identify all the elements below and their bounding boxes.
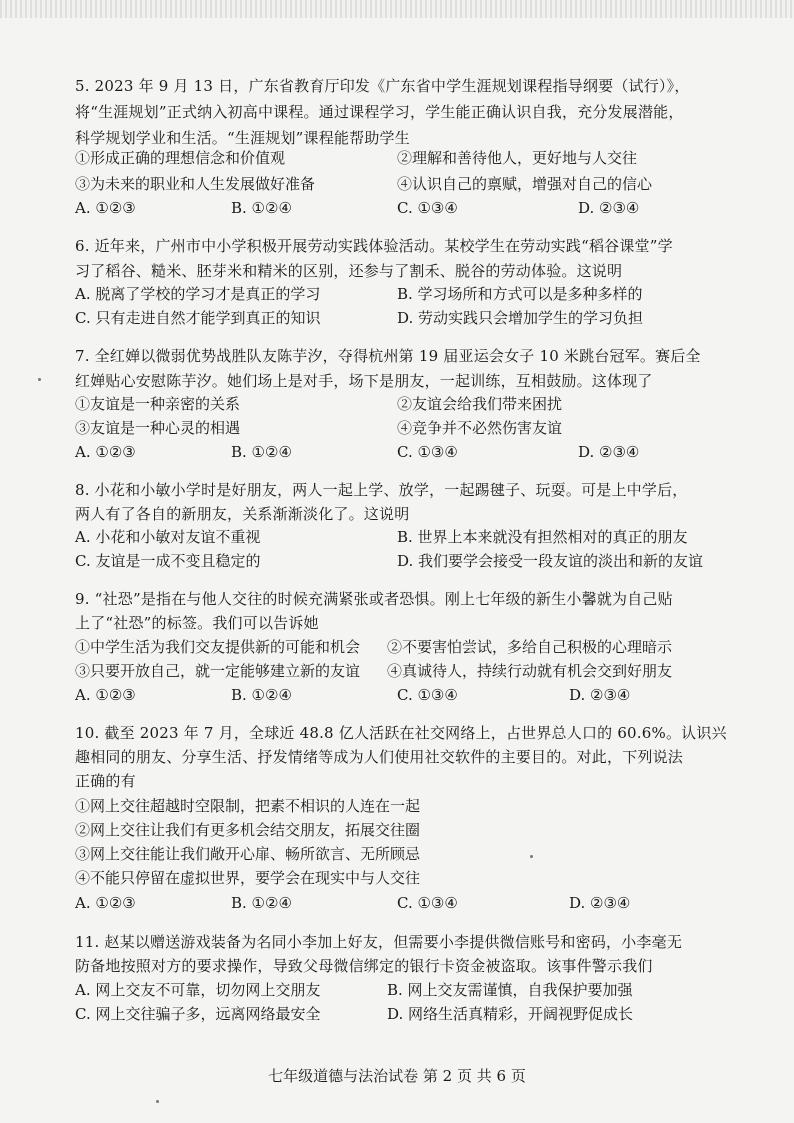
q9-stem-line-2: 上了“社恐”的标签。我们可以告诉她 <box>75 614 319 632</box>
q10-statement-2: ②网上交往让我们有更多机会结交朋友，拓展交往圈 <box>75 821 421 839</box>
q10-option-a: A. ①②③ <box>75 894 136 912</box>
q9-option-d: D. ②③④ <box>569 686 631 704</box>
q8-stem-line-2: 两人有了各自的新朋友，关系渐渐淡化了。这说明 <box>75 505 410 523</box>
q9-option-a: A. ①②③ <box>75 686 136 704</box>
q11-option-b: B. 网上交友需谨慎，自我保护要加强 <box>387 981 633 999</box>
q10-option-c: C. ①③④ <box>397 894 458 912</box>
scan-speck <box>38 378 41 381</box>
q5-stem-line-3: 科学规划学业和生活。“生涯规划”课程能帮助学生 <box>75 129 410 147</box>
q7-option-d: D. ②③④ <box>578 443 640 461</box>
q10-stem-line-2: 趣相同的朋友、分享生活、抒发情绪等成为人们使用社交软件的主要目的。对此，下列说法 <box>75 748 684 766</box>
q6-stem-line-1: 6. 近年来，广州市中小学积极开展劳动实践体验活动。某校学生在劳动实践“稻谷课堂”学 <box>75 237 673 255</box>
q7-statement-3: ③友谊是一种心灵的相遇 <box>75 419 241 437</box>
q10-option-d: D. ②③④ <box>569 894 631 912</box>
q11-option-a: A. 网上交友不可靠，切勿网上交朋友 <box>75 981 321 999</box>
q10-option-b: B. ①②④ <box>231 894 292 912</box>
q8-option-c: C. 友谊是一成不变且稳定的 <box>75 552 261 570</box>
q10-stem-line-3: 正确的有 <box>75 772 136 790</box>
q10-statement-3: ③网上交往能让我们敞开心扉、畅所欲言、无所顾忌 <box>75 845 421 863</box>
q5-statement-4: ④认识自己的禀赋，增强对自己的信心 <box>397 175 653 193</box>
q7-option-c: C. ①③④ <box>397 443 458 461</box>
q7-statement-2: ②友谊会给我们带来困扰 <box>397 395 563 413</box>
q5-stem-line-1: 5. 2023 年 9 月 13 日，广东省教育厅印发《广东省中学生涯规划课程指导纲要（试行）》， <box>75 77 690 95</box>
q10-statement-4: ④不能只停留在虚拟世界，要学会在现实中与人交往 <box>75 869 421 887</box>
q9-statement-3: ③只要开放自己，就一定能够建立新的友谊 <box>75 662 361 680</box>
q5-option-b: B. ①②④ <box>231 199 292 217</box>
scan-speck <box>530 855 533 858</box>
q11-option-d: D. 网络生活真精彩，开阔视野促成长 <box>387 1005 634 1023</box>
q7-stem-line-2: 红婵贴心安慰陈芋汐。她们场上是对手，场下是朋友，一起训练，互相鼓励。这体现了 <box>75 372 653 390</box>
q5-option-a: A. ①②③ <box>75 199 136 217</box>
q5-option-c: C. ①③④ <box>397 199 458 217</box>
q6-option-d: D. 劳动实践只会增加学生的学习负担 <box>397 309 644 327</box>
scan-edge <box>0 0 794 18</box>
q11-stem-line-1: 11. 赵某以赠送游戏装备为名同小李加上好友，但需要小李提供微信账号和密码，小李毫无 <box>75 933 683 951</box>
q8-stem-line-1: 8. 小花和小敏小学时是好朋友，两人一起上学、放学，一起踢毽子、玩耍。可是上中学后， <box>75 481 688 499</box>
q7-statement-1: ①友谊是一种亲密的关系 <box>75 395 241 413</box>
q9-option-b: B. ①②④ <box>231 686 292 704</box>
q6-stem-line-2: 习了稻谷、糙米、胚芽米和精米的区别，还参与了割禾、脱谷的劳动体验。这说明 <box>75 262 623 280</box>
q5-statement-2: ②理解和善待他人，更好地与人交往 <box>397 149 638 167</box>
page-footer: 七年级道德与法治试卷 第 2 页 共 6 页 <box>268 1067 526 1085</box>
q7-statement-4: ④竞争并不必然伤害友谊 <box>397 419 563 437</box>
q8-option-a: A. 小花和小敏对友谊不重视 <box>75 528 261 546</box>
q7-stem-line-1: 7. 全红婵以微弱优势战胜队友陈芋汐，夺得杭州第 19 届亚运会女子 10 米跳台冠军。赛后全 <box>75 347 701 365</box>
q7-option-a: A. ①②③ <box>75 443 136 461</box>
q8-option-b: B. 世界上本来就没有担然相对的真正的朋友 <box>397 528 688 546</box>
q9-statement-4: ④真诚待人，持续行动就有机会交到好朋友 <box>387 662 673 680</box>
q6-option-a: A. 脱离了学校的学习才是真正的学习 <box>75 285 321 303</box>
q5-statement-3: ③为未来的职业和人生发展做好准备 <box>75 175 316 193</box>
q11-option-c: C. 网上交往骗子多，远离网络最安全 <box>75 1005 321 1023</box>
q6-option-c: C. 只有走进自然才能学到真正的知识 <box>75 309 321 327</box>
q6-option-b: B. 学习场所和方式可以是多种多样的 <box>397 285 643 303</box>
q11-stem-line-2: 防备地按照对方的要求操作，导致父母微信绑定的银行卡资金被盗取。该事件警示我们 <box>75 957 653 975</box>
q10-statement-1: ①网上交往超越时空限制，把素不相识的人连在一起 <box>75 797 421 815</box>
q9-stem-line-1: 9. “社恐”是指在与他人交往的时候充满紧张或者恐惧。刚上七年级的新生小馨就为自己贴 <box>75 590 673 608</box>
q10-stem-line-1: 10. 截至 2023 年 7 月，全球近 48.8 亿人活跃在社交网络上，占世界总人口的 60.6%。认识兴 <box>75 724 727 742</box>
q7-option-b: B. ①②④ <box>231 443 292 461</box>
q5-statement-1: ①形成正确的理想信念和价值观 <box>75 149 286 167</box>
scan-speck <box>156 1100 159 1103</box>
q5-option-d: D. ②③④ <box>578 199 640 217</box>
q8-option-d: D. 我们要学会接受一段友谊的淡出和新的友谊 <box>397 552 704 570</box>
q9-statement-1: ①中学生活为我们交友提供新的可能和机会 <box>75 638 361 656</box>
q5-stem-line-2: 将“生涯规划”正式纳入初高中课程。通过课程学习，学生能正确认识自我，充分发展潜能， <box>75 103 684 121</box>
q9-option-c: C. ①③④ <box>397 686 458 704</box>
q9-statement-2: ②不要害怕尝试，多给自己积极的心理暗示 <box>387 638 673 656</box>
